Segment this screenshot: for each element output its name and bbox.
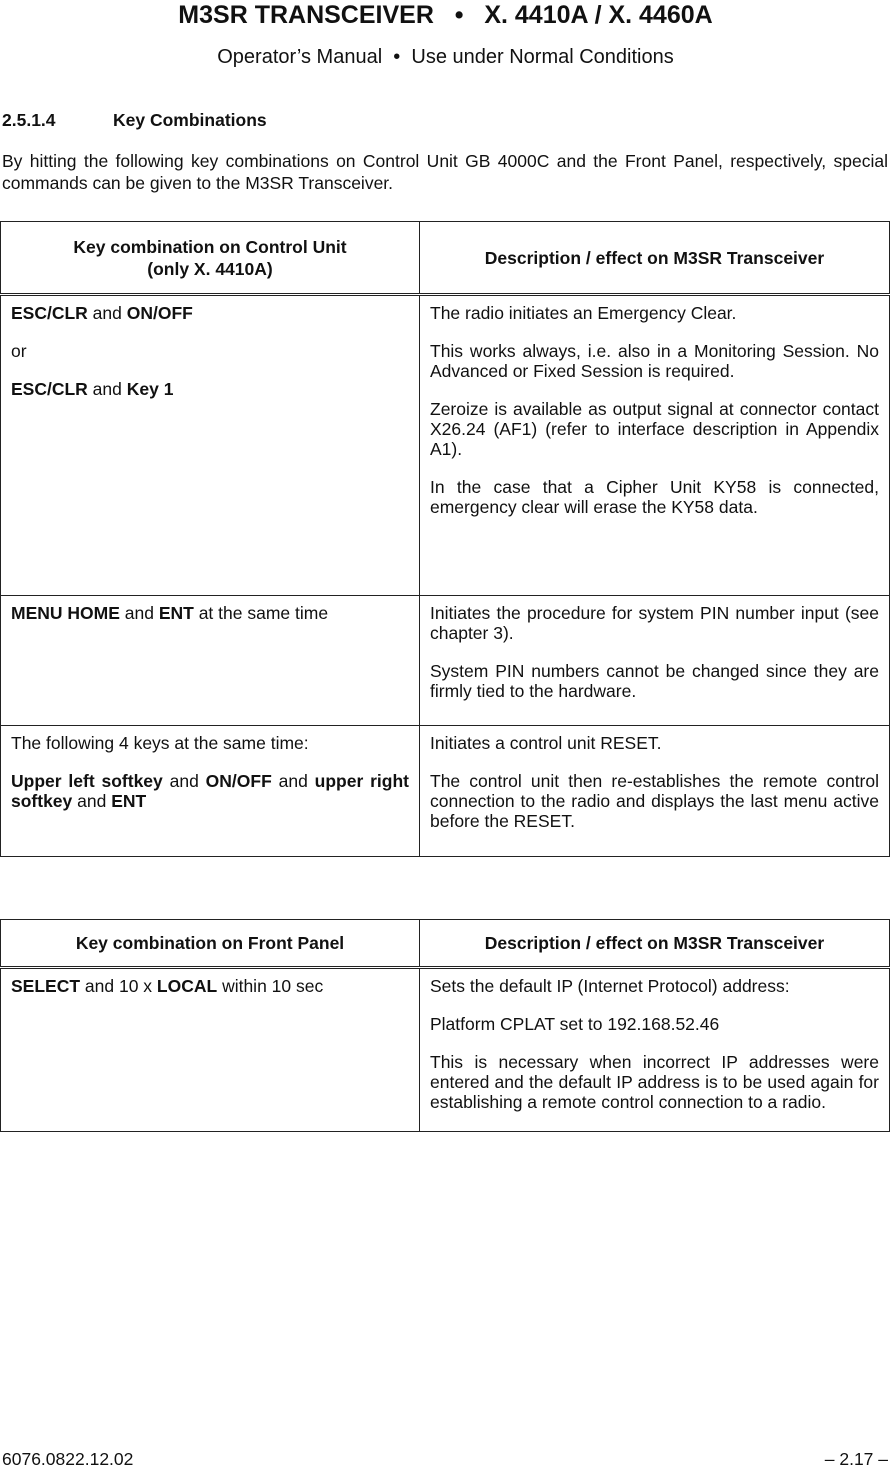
key-name: ENT (158, 603, 194, 623)
description-cell (420, 596, 890, 726)
document-number: 6076.0822.12.02 (2, 1449, 134, 1469)
key-name: upper right softkey (11, 771, 409, 811)
description-text: Initiates the procedure for system PIN number input (see chapter 3). (430, 603, 879, 643)
description-text: In the case that a Cipher Unit KY58 is connected, emergency clear will erase the KY58 data. (430, 477, 879, 517)
section-title: Key Combinations (113, 110, 267, 130)
description-text: This works always, i.e. also in a Monitoring Session. No Advanced or Fixed Session is required. (430, 341, 879, 381)
control-unit-key-table (0, 221, 890, 857)
intro-paragraph: By hitting the following key combinations on Control Unit GB 4000C and the Front Panel, respectively, special commands can be given to the M3SR Transceiver. (2, 151, 888, 193)
connector-text: and (87, 379, 127, 399)
key-name: MENU HOME (11, 603, 120, 623)
table-row (1, 596, 890, 726)
key-name: Upper left softkey (11, 771, 163, 791)
key-name: ON/OFF (126, 303, 193, 323)
column-header-description: Description / effect on M3SR Transceiver (420, 920, 890, 968)
key-cell (1, 968, 420, 1132)
description-text: Initiates a control unit RESET. (430, 733, 662, 753)
key-name: ESC/CLR (11, 303, 88, 323)
description-text: The control unit then re-establishes the remote control connection to the radio and displays the last menu active before the RESET. (430, 771, 879, 831)
key-combination (11, 603, 409, 623)
description-text: Zeroize is available as output signal at connector contact X26.24 (AF1) (refer to interface description in Appendix A1). (430, 399, 879, 459)
section-number: 2.5.1.4 (2, 110, 56, 130)
column-header-line: Key combination on Control Unit (73, 236, 347, 257)
key-intro-text: The following 4 keys at the same time: (11, 733, 309, 753)
key-cell (1, 726, 420, 857)
key-name: SELECT (11, 976, 81, 996)
description-text: Platform CPLAT set to 192.168.52.46 (430, 1014, 720, 1034)
document-title: M3SR TRANSCEIVER • X. 4410A / X. 4460A (178, 1, 713, 29)
connector-text: and (87, 303, 127, 323)
key-cell (1, 596, 420, 726)
connector-text: and (72, 791, 112, 811)
table-row (1, 295, 890, 596)
description-text: Sets the default IP (Internet Protocol) address: (430, 976, 790, 996)
page-number: – 2.17 – (824, 1449, 888, 1469)
description-cell (420, 968, 890, 1132)
front-panel-key-table (0, 919, 890, 1132)
key-combination (11, 976, 409, 996)
table-header-row (1, 222, 890, 295)
key-name: ON/OFF (205, 771, 272, 791)
document-subtitle: Operator’s Manual • Use under Normal Conditions (217, 46, 674, 68)
key-name: Key 1 (126, 379, 174, 399)
connector-text: at the same time (193, 603, 329, 623)
column-header-line: (only X. 4410A) (147, 258, 273, 279)
or-text: or (11, 341, 27, 361)
key-cell (1, 295, 420, 596)
description-text: This is necessary when incorrect IP addresses were entered and the default IP address is to be used again for establishing a remote control connection to a radio. (430, 1052, 879, 1112)
description-text: The radio initiates an Emergency Clear. (430, 303, 737, 323)
connector-text: and (271, 771, 315, 791)
connector-text: and 10 x (80, 976, 157, 996)
description-text: System PIN numbers cannot be changed since they are firmly tied to the hardware. (430, 661, 879, 701)
description-cell (420, 726, 890, 857)
column-header-key-combination (1, 222, 420, 295)
key-name: ESC/CLR (11, 379, 88, 399)
connector-text: and (162, 771, 206, 791)
key-combination (11, 379, 409, 399)
column-header-key-combination: Key combination on Front Panel (1, 920, 420, 968)
section-heading (2, 108, 267, 132)
connector-text: and (119, 603, 159, 623)
key-name: LOCAL (156, 976, 218, 996)
column-header-description: Description / effect on M3SR Transceiver (420, 222, 890, 295)
key-name: ENT (111, 791, 147, 811)
table-row (1, 968, 890, 1132)
connector-text: within 10 sec (217, 976, 324, 996)
table-header-row (1, 920, 890, 968)
key-combination (11, 303, 409, 323)
description-cell (420, 295, 890, 596)
table-row (1, 726, 890, 857)
key-combination (11, 771, 409, 811)
